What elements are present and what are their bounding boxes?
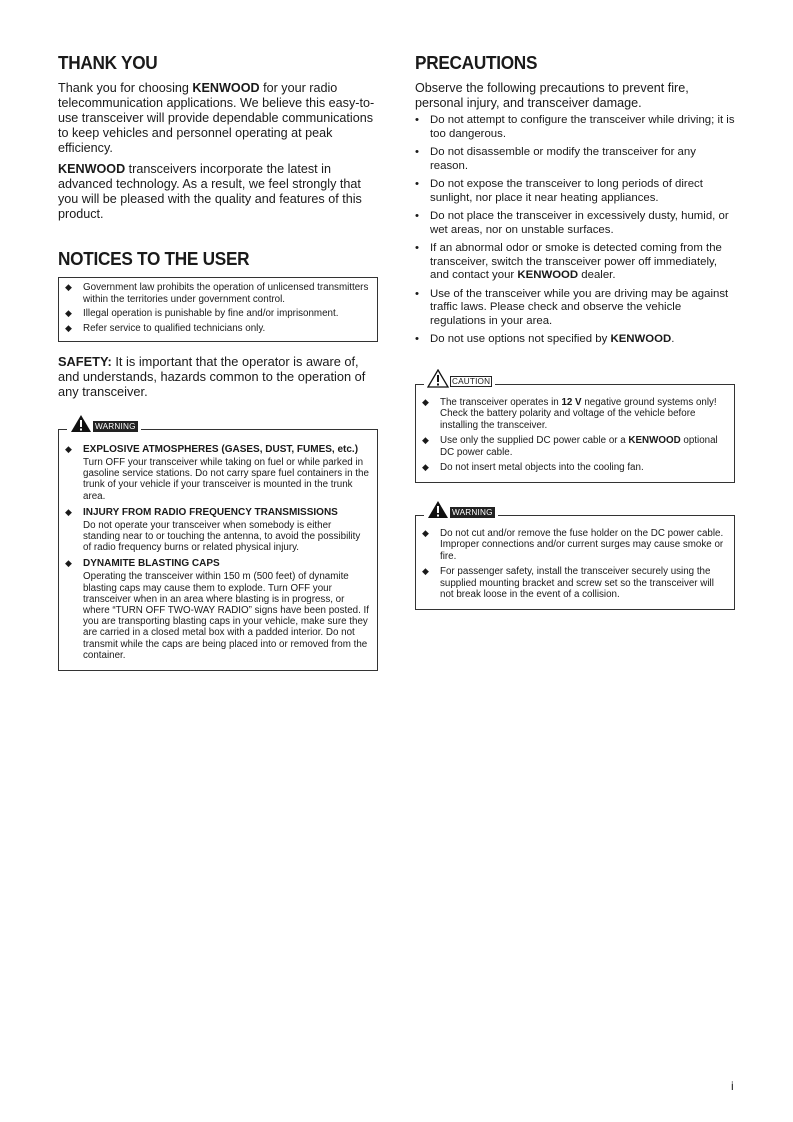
notices-heading: NOTICES TO THE USER xyxy=(58,248,250,269)
warning-item-text: Operating the transceiver within 150 m (500 feet) of dynamite blasting caps may cause them to explode. Turn OFF your transceiver when in an area where blasting is in progress, or where “TURN OFF TWO-WAY RADIO” signs have been posted. If you are transporting blasting caps in your vehicle, make sure they are carried in a closed metal box with a padded interior. Do not transmit while the caps are being placed into or removed from the container. xyxy=(83,571,370,661)
caution-triangle-icon xyxy=(427,369,449,388)
diamond-bullet-icon: ◆ xyxy=(65,308,72,318)
diamond-bullet-icon: ◆ xyxy=(422,566,429,576)
left-warning-box xyxy=(58,422,378,671)
right-warning-box xyxy=(415,507,735,610)
list-item: • If an abnormal odor or smoke is detected coming from the transceiver, switch the transceiver power off immediately, and contact your KENWOOD dealer. xyxy=(415,242,722,281)
diamond-bullet-icon: ◆ xyxy=(422,462,429,472)
warning-triangle-icon xyxy=(70,414,92,433)
list-item: • Do not attempt to configure the transceiver while driving; it is too dangerous. xyxy=(415,114,735,140)
warning-item-text: Turn OFF your transceiver while taking on fuel or while parked in gasoline service stations. Do not carry spare fuel containers in the trunk of your vehicle if your transceiver is mounted in the trunk area. xyxy=(83,457,369,502)
warning-item-heading: EXPLOSIVE ATMOSPHERES (GASES, DUST, FUMES, etc.) xyxy=(83,444,359,455)
precautions-list xyxy=(415,114,735,347)
safety-paragraph: SAFETY: It is important that the operator is aware of, and understands, hazards common to the operation of any transceiver. xyxy=(58,354,366,399)
warning-label: WARNING xyxy=(95,422,136,431)
warning-item: ◆ For passenger safety, install the transceiver securely using the supplied mounting bracket and screw set so the transceiver will not break loose in the event of a collision. xyxy=(422,566,714,600)
warning-item-heading: INJURY FROM RADIO FREQUENCY TRANSMISSIONS xyxy=(83,506,338,518)
warning-tag xyxy=(67,414,141,433)
warning-item xyxy=(65,507,371,554)
caution-item: ◆ Do not insert metal objects into the cooling fan. xyxy=(422,462,644,473)
precautions-intro: Observe the following precautions to prevent fire, personal injury, and transceiver damage. xyxy=(415,81,689,110)
caution-box xyxy=(415,376,735,483)
diamond-bullet-icon: ◆ xyxy=(65,444,72,454)
thank-you-paragraph-1: Thank you for choosing KENWOOD for your radio telecommunication applications. We believe this easy-to-use transceiver will provide dependable communications to keep vehicles and personnel operating at peak efficiency. xyxy=(58,81,375,155)
diamond-bullet-icon: ◆ xyxy=(65,322,72,333)
diamond-bullet-icon: ◆ xyxy=(65,282,72,292)
warning-label: WARNING xyxy=(452,507,493,517)
page-number: i xyxy=(731,1079,734,1093)
right-column xyxy=(415,52,735,610)
diamond-bullet-icon: ◆ xyxy=(422,527,429,538)
list-item: • Use of the transceiver while you are driving may be against traffic laws. Please check and observe the vehicle regulations in your area. xyxy=(415,287,729,327)
list-item: • Do not use options not specified by KENWOOD. xyxy=(415,333,675,345)
left-column xyxy=(58,52,378,671)
diamond-bullet-icon: ◆ xyxy=(422,435,429,445)
warning-item-text: Do not operate your transceiver when somebody is either standing near to or touching the antenna, to avoid the possibility of radio frequency burns or related physical injury. xyxy=(83,519,361,554)
warning-item: ◆ Do not cut and/or remove the fuse holder on the DC power cable. Improper connections and/or current surges may cause smoke or fire. xyxy=(422,527,724,562)
list-item: • Do not expose the transceiver to long periods of direct sunlight, nor place it near heating appliances. xyxy=(415,178,703,204)
diamond-bullet-icon: ◆ xyxy=(422,396,429,407)
warning-tag xyxy=(424,500,498,519)
diamond-bullet-icon: ◆ xyxy=(65,558,72,569)
caution-item: ◆ The transceiver operates in 12 V negative ground systems only! Check the battery polarity and voltage of the vehicle before installing the transceiver. xyxy=(422,396,717,431)
warning-item xyxy=(65,558,371,661)
thank-you-paragraph-2: KENWOOD transceivers incorporate the latest in advanced technology. As a result, we feel strongly that you will be pleased with the quality and features of this product. xyxy=(58,162,362,221)
warning-item-heading: DYNAMITE BLASTING CAPS xyxy=(83,558,220,570)
warning-triangle-icon xyxy=(427,500,449,519)
warning-item xyxy=(65,444,371,502)
notice-item: ◆ Refer service to qualified technicians only. xyxy=(65,322,266,334)
notice-item: ◆ Illegal operation is punishable by fine and/or imprisonment. xyxy=(65,308,339,319)
precautions-heading: PRECAUTIONS xyxy=(415,52,538,73)
notices-box xyxy=(58,277,378,342)
caution-item: ◆ Use only the supplied DC power cable or a KENWOOD optional DC power cable. xyxy=(422,435,718,458)
diamond-bullet-icon: ◆ xyxy=(65,506,72,517)
caution-tag xyxy=(424,369,495,388)
list-item: • Do not place the transceiver in excessively dusty, humid, or wet areas, nor on unstable surfaces. xyxy=(415,210,729,236)
list-item: • Do not disassemble or modify the transceiver for any reason. xyxy=(415,146,696,172)
notice-item: ◆ Government law prohibits the operation of unlicensed transmitters within the territories under government control. xyxy=(65,282,369,305)
thank-you-heading: THANK YOU xyxy=(58,52,158,73)
caution-label: CAUTION xyxy=(452,376,491,386)
